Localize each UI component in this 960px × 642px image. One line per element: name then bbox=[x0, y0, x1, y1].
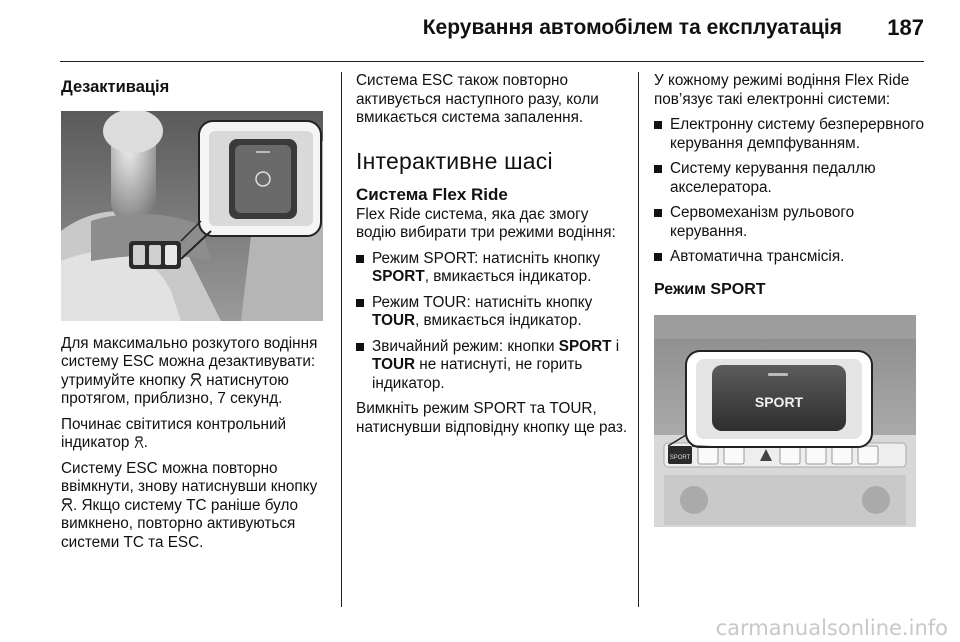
mode-list bbox=[356, 250, 628, 394]
list-item bbox=[356, 250, 628, 287]
column-3 bbox=[654, 72, 924, 527]
paragraph-text: Систему ESC можна повторно ввімкнути, знову натиснувши кнопку bbox=[61, 459, 318, 495]
bullet-square bbox=[356, 299, 364, 307]
list-item-text: і bbox=[611, 337, 620, 355]
esc-indicator-icon bbox=[134, 436, 144, 449]
column-2 bbox=[356, 72, 628, 444]
column-1 bbox=[61, 72, 329, 559]
paragraph-text: . bbox=[143, 434, 148, 451]
esc-off-icon bbox=[190, 373, 202, 387]
section-heading-deactivation: Дезактивація bbox=[61, 78, 170, 96]
paragraph-deactivate bbox=[61, 335, 329, 409]
button-name: TOUR bbox=[372, 312, 416, 329]
column-divider-2 bbox=[638, 72, 639, 607]
paragraph-flex-ride: Flex Ride система, яка дає змогу водію вибирати три режими водіння: bbox=[356, 205, 616, 241]
bullet-square bbox=[356, 343, 364, 351]
list-item-text: , вмикається індикатор. bbox=[424, 268, 592, 285]
list-item-text: Автоматична трансмісія. bbox=[670, 248, 845, 265]
list-item bbox=[654, 116, 924, 153]
list-item-text: Режим TOUR: натисніть кнопку bbox=[372, 293, 593, 311]
button-name: SPORT bbox=[372, 268, 425, 285]
column-divider-1 bbox=[341, 72, 342, 607]
paragraph-reactivate bbox=[61, 460, 329, 553]
page-header bbox=[0, 0, 960, 62]
list-item bbox=[654, 204, 924, 241]
paragraph-indicator bbox=[61, 416, 329, 453]
paragraph-turn-off: Вимкніть режим SPORT та TOUR, натиснувши відповідну кнопку ще раз. bbox=[356, 400, 628, 436]
header-rule bbox=[60, 61, 924, 62]
paragraph-text: Починає світитися контрольний індикатор bbox=[61, 415, 287, 451]
list-item-text: Звичайний режим: кнопки bbox=[372, 337, 559, 355]
paragraph-text: . Якщо систему TC раніше було вимкнено, повторно активуються системи TC та ESC. bbox=[61, 496, 299, 551]
list-item bbox=[654, 160, 924, 197]
systems-list bbox=[654, 116, 924, 267]
list-item-text: Систему керування педаллю акселератора. bbox=[670, 160, 876, 196]
list-item bbox=[654, 248, 924, 267]
sport-button-photo bbox=[654, 315, 916, 527]
list-item-text: не натиснуті, не горить індикатор. bbox=[372, 356, 583, 392]
sport-button-label: SPORT bbox=[754, 394, 804, 410]
paragraph-text: натиснутою протягом, приблизно, 7 секунд. bbox=[61, 371, 289, 407]
paragraph-flex-systems: У кожному режимі водіння Flex Ride пов’язує такі електронні системи: bbox=[654, 72, 910, 108]
paragraph-esc-reactivation: Система ESC також повторно активується наступного разу, коли вмикається система запалення. bbox=[356, 72, 599, 126]
button-name: SPORT bbox=[558, 337, 612, 355]
button-name: TOUR bbox=[372, 356, 416, 373]
bullet-square bbox=[654, 121, 662, 129]
small-sport-label: SPORT bbox=[669, 455, 691, 461]
subheading-flex-ride: Система Flex Ride bbox=[356, 185, 508, 204]
bullet-square bbox=[356, 255, 364, 263]
bullet-square bbox=[654, 165, 662, 173]
list-item-text: Сервомеханізм рульового керування. bbox=[670, 204, 855, 240]
bullet-square bbox=[654, 253, 662, 261]
esc-off-icon bbox=[61, 498, 73, 512]
console-photo bbox=[61, 111, 323, 321]
watermark: carmanualsonline.info bbox=[715, 616, 948, 640]
list-item bbox=[356, 294, 628, 331]
list-item-text: Електронну систему безперервного керування демпфуванням. bbox=[670, 116, 925, 152]
subheading-sport-mode: Режим SPORT bbox=[654, 280, 766, 298]
section-heading-chassis: Інтерактивне шасі bbox=[356, 147, 553, 174]
list-item bbox=[356, 338, 628, 394]
list-item-text: Режим SPORT: натисніть кнопку bbox=[372, 249, 600, 267]
page-number: 187 bbox=[887, 15, 924, 40]
bullet-square bbox=[654, 209, 662, 217]
paragraph-text: Для максимально розкутого водіння систему ESC можна дезактивувати: утримуйте кнопку bbox=[61, 334, 318, 389]
list-item-text: , вмикається індикатор. bbox=[415, 312, 582, 329]
running-head: Керування автомобілем та експлуатація bbox=[422, 16, 842, 39]
